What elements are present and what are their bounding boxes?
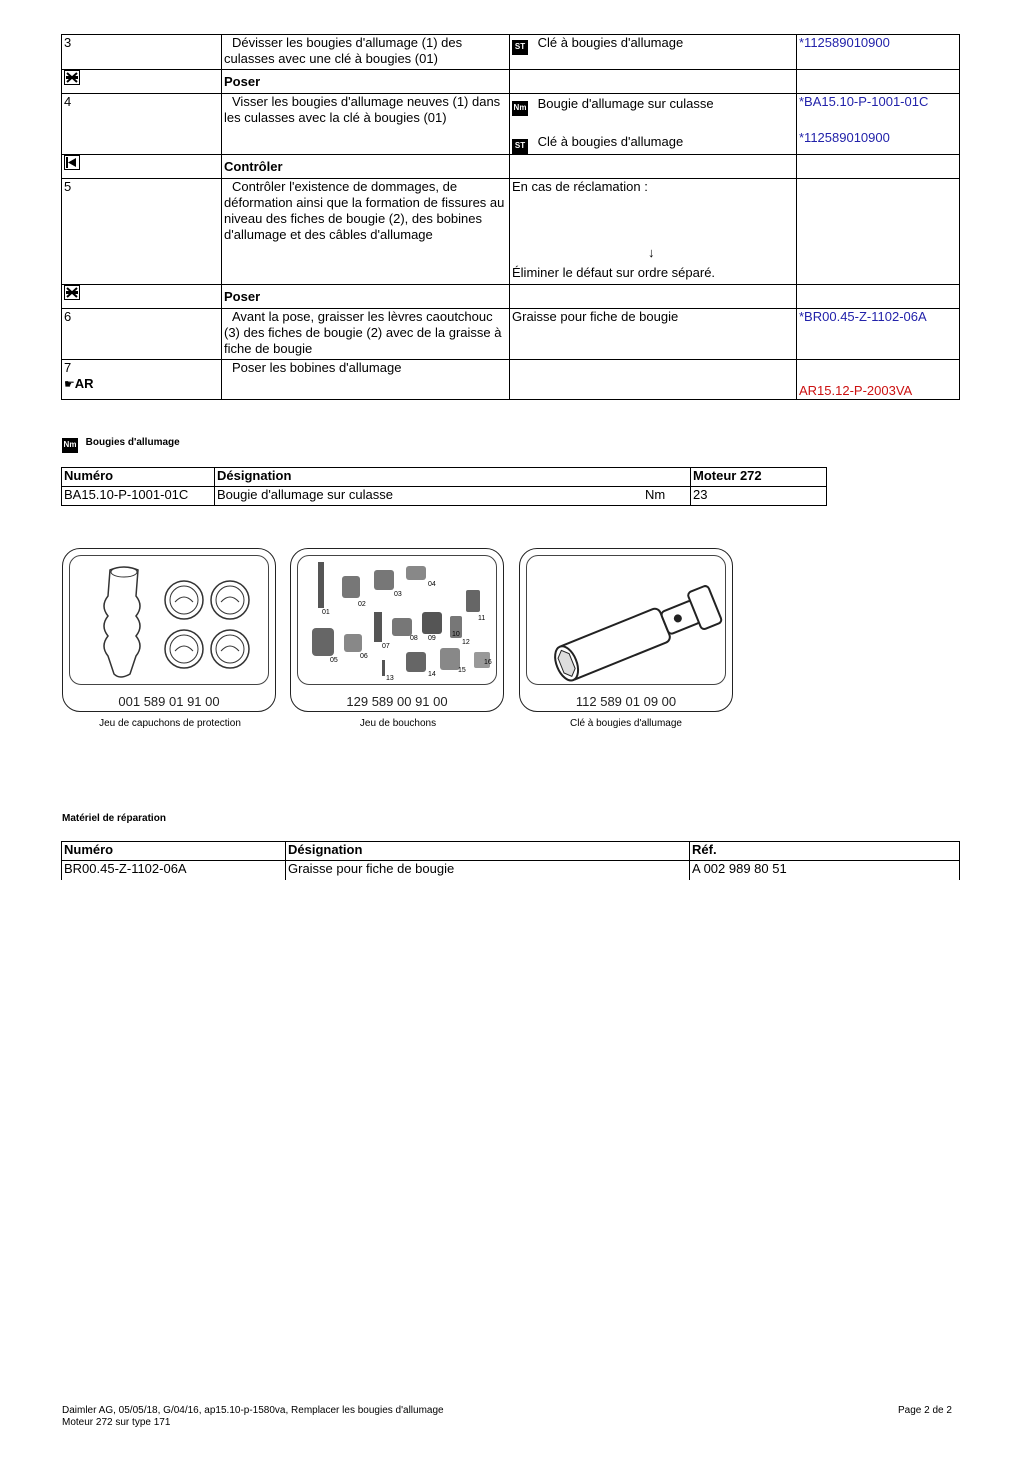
claim-action: Éliminer le défaut sur ordre séparé. (512, 265, 716, 280)
step-number: 7 (64, 360, 72, 375)
step-row-7 (62, 360, 960, 400)
step-number: 6 (62, 309, 222, 360)
tool-caption: Jeu de capuchons de protection (99, 718, 241, 729)
install-icon (64, 285, 80, 300)
part-label: 15 (458, 667, 466, 674)
torque-designation: Bougie d'allumage sur culasse (217, 487, 393, 502)
material-designation: Graisse pour fiche de bougie (286, 861, 690, 880)
step-row-3 (62, 35, 960, 70)
part-label: 04 (428, 581, 436, 588)
section-row-poser (62, 70, 960, 94)
part-label: 01 (322, 609, 330, 616)
tool-card-protection-caps (62, 548, 276, 712)
part-label: 07 (382, 643, 390, 650)
torque-nm-icon: Nm (512, 101, 528, 116)
col-header-designation: Désignation (286, 842, 690, 861)
repair-material-table (61, 841, 960, 880)
part-label: 02 (358, 601, 366, 608)
step-text: Visser les bougies d'allumage neuves (1) dans les culasses avec la clé à bougies (01) (224, 94, 501, 125)
hand-pointer-icon: ☛ (64, 377, 75, 391)
step-tag: AR (74, 376, 94, 391)
special-tool-icon: ST (512, 139, 528, 154)
step-number: 3 (62, 35, 222, 70)
col-header-ref: Réf. (690, 842, 960, 861)
special-tool-icon: ST (512, 40, 528, 55)
section-title: Poser (222, 285, 510, 309)
part-label: 11 (478, 615, 486, 622)
step-row-6 (62, 309, 960, 360)
part-label: 08 (410, 635, 418, 642)
part-label: 16 (484, 659, 492, 666)
tool-number: 129 589 00 91 00 (346, 694, 448, 709)
tool-ref-link[interactable]: *112589010900 (799, 35, 890, 50)
step-text: Poser les bobines d'allumage (232, 360, 402, 375)
tool-ref-link[interactable]: *112589010900 (799, 130, 890, 145)
torque-ref-link[interactable]: *BA15.10-P-1001-01C (799, 94, 929, 109)
step-row-4 (62, 94, 960, 155)
part-label: 12 (462, 639, 470, 646)
footer-line-2: Moteur 272 sur type 171 (62, 1417, 171, 1428)
step-number: 5 (62, 179, 222, 285)
part-label: 05 (330, 657, 338, 664)
claim-note: En cas de réclamation : (512, 179, 648, 194)
section-title: Contrôler (222, 155, 510, 179)
material-label: Graisse pour fiche de bougie (510, 309, 797, 360)
part-label: 03 (394, 591, 402, 598)
arrow-down-icon: ↓ (648, 245, 655, 260)
part-label: 13 (386, 675, 394, 682)
col-header-designation: Désignation (215, 468, 691, 487)
steps-table (61, 34, 960, 400)
footer-line-1: Daimler AG, 05/05/18, G/04/16, ap15.10-p-1580va, Remplacer les bougies d'allumage (62, 1405, 444, 1416)
page-number: Page 2 de 2 (898, 1405, 952, 1416)
tool-caption: Clé à bougies d'allumage (570, 718, 682, 729)
step-row-5 (62, 179, 960, 285)
step-text: Avant la pose, graisser les lèvres caoutchouc (3) des fiches de bougie (2) avec de la graisse à fiche de bougie (224, 309, 502, 356)
tool-card-plugs (290, 548, 504, 712)
material-ref-link[interactable]: *BR00.45-Z-1102-06A (799, 309, 927, 324)
material-number: BR00.45-Z-1102-06A (62, 861, 286, 880)
protection-caps-illustration (69, 555, 269, 685)
section-row-controler (62, 155, 960, 179)
protection-caps-icon (70, 556, 268, 684)
torque-section-title (62, 433, 180, 453)
part-label: 06 (360, 653, 368, 660)
plug-set-icon (298, 556, 496, 684)
material-ref: A 002 989 80 51 (690, 861, 960, 880)
torque-nm-icon: Nm (62, 438, 78, 453)
install-icon (64, 70, 80, 85)
part-label: 10 (452, 631, 460, 638)
torque-number: BA15.10-P-1001-01C (62, 487, 215, 506)
plugs-illustration (297, 555, 497, 685)
tool-label: Clé à bougies d'allumage (537, 35, 684, 50)
step-text: Contrôler l'existence de dommages, de déformation ainsi que la formation de fissures au niveau des fiches de bougie (2), des bobines d'allumage et des câbles d'allumage (224, 179, 505, 242)
part-label: 14 (428, 671, 436, 678)
ar-ref-link[interactable]: AR15.12-P-2003VA (799, 383, 913, 398)
check-icon (64, 155, 80, 170)
spark-plug-wrench-illustration (526, 555, 726, 685)
step-number: 4 (62, 94, 222, 155)
table-row (62, 487, 827, 506)
torque-title: Bougies d'allumage (85, 437, 180, 448)
section-row-poser (62, 285, 960, 309)
table-row (62, 861, 960, 880)
col-header-numero: Numéro (62, 842, 286, 861)
torque-unit: Nm (645, 487, 666, 502)
tool-label: Clé à bougies d'allumage (537, 134, 684, 149)
step-text: Dévisser les bougies d'allumage (1) des culasses avec une clé à bougies (01) (224, 35, 463, 66)
col-header-engine: Moteur 272 (691, 468, 827, 487)
tool-card-spark-plug-wrench (519, 548, 733, 712)
repair-material-title: Matériel de réparation (62, 813, 166, 824)
torque-value: 23 (691, 487, 827, 506)
spark-plug-wrench-icon (527, 556, 725, 684)
tool-number: 112 589 01 09 00 (575, 694, 677, 709)
torque-table (61, 467, 827, 506)
tool-number: 001 589 01 91 00 (118, 694, 220, 709)
tool-label: Bougie d'allumage sur culasse (537, 96, 714, 111)
tool-caption: Jeu de bouchons (359, 718, 437, 729)
section-title: Poser (222, 70, 510, 94)
col-header-numero: Numéro (62, 468, 215, 487)
part-label: 09 (428, 635, 436, 642)
